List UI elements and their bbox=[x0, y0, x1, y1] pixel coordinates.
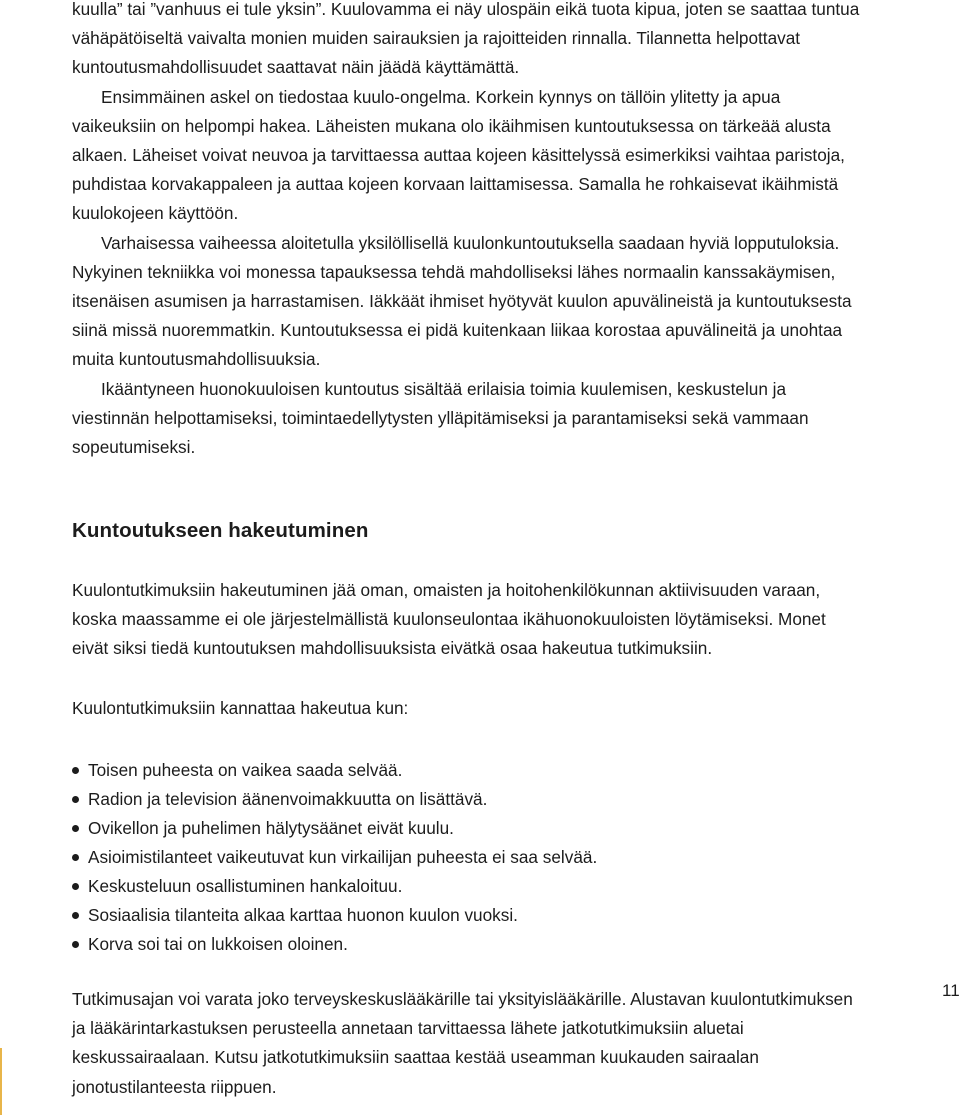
list-item-text: Toisen puheesta on vaikea saada selvää. bbox=[88, 760, 403, 780]
list-item bbox=[72, 872, 862, 901]
section-paragraph-1: Kuulontutkimuksiin hakeutuminen jää oman, omaisten ja hoitohenkilökunnan aktiivisuuden varaan, koska maassamme ei ole järjestelmällistä kuulonseulontaa ikähuonokuuloisten löytämiseksi. Monet eivät siksi tiedä kuntoutuksen mahdollisuuksista eivätkä osaa hakeutua tutkimuksiin. bbox=[72, 580, 826, 659]
intro-paragraph-4: Ikääntyneen huonokuuloisen kuntoutus sisältää erilaisia toimia kuulemisen, keskustelun ja viestinnän helpottamiseksi, toimintaedellytysten ylläpitämiseksi ja parantamiseksi sekä vammaan sopeutumiseksi. bbox=[72, 378, 809, 458]
list-item bbox=[72, 814, 862, 843]
list-item bbox=[72, 901, 862, 930]
bullet-icon bbox=[72, 941, 79, 948]
intro-paragraph-1: kuulla” tai ”vanhuus ei tule yksin”. Kuulovamma ei näy ulospäin eikä tuota kipua, joten se saattaa tuntua vähäpätöiseltä vaivalta monien muiden sairauksien ja rajoitteiden rinnalla. Tilannetta helpottavat kuntoutusmahdollisuudet saattavat näin jäädä käyttämättä. bbox=[72, 0, 860, 78]
bullet-icon bbox=[72, 825, 79, 832]
list-item-text: Radion ja television äänenvoimakkuutta on lisättävä. bbox=[88, 789, 488, 809]
list-item-text: Ovikellon ja puhelimen hälytysäänet eivät kuulu. bbox=[88, 818, 454, 838]
intro-paragraph-2: Ensimmäinen askel on tiedostaa kuulo-ongelma. Korkein kynnys on tällöin ylitetty ja apua vaikeuksiin on helpompi hakea. Läheisten mukana olo ikäihmisen kuntoutuksessa on tärkeää alusta alkaen. Läheiset voivat neuvoa ja tarvittaessa auttaa kojeen käsittelyssä esimerkiksi vaihtaa paristoja, puhdistaa korvakappaleen ja auttaa kojeen korvaan laittamisessa. Samalla he rohkaisevat ikäihmistä kuulokojeen käyttöön. bbox=[72, 86, 845, 224]
list-item bbox=[72, 785, 862, 814]
bullet-icon bbox=[72, 796, 79, 803]
list-item bbox=[72, 930, 862, 959]
margin-accent-rule bbox=[0, 1048, 2, 1115]
bullet-icon bbox=[72, 854, 79, 861]
section-heading: Kuntoutukseen hakeutuminen bbox=[72, 519, 369, 542]
list-item bbox=[72, 843, 862, 872]
list-item-text: Keskusteluun osallistuminen hankaloituu. bbox=[88, 876, 403, 896]
intro-text-block bbox=[72, 0, 862, 462]
section-paragraph-3: Tutkimusajan voi varata joko terveyskeskuslääkärille tai yksityislääkärille. Alustavan kuulontutkimuksen ja lääkärintarkastuksen perusteella annetaan tarvittaessa lähete jatkotutkimuksiin aluetai keskussairaalaan. Kutsu jatkotutkimuksiin saattaa kestää useamman kuukauden sairaalan jonotustilanteesta riippuen. bbox=[72, 989, 853, 1097]
list-item-text: Korva soi tai on lukkoisen oloinen. bbox=[88, 934, 348, 954]
bullet-icon bbox=[72, 767, 79, 774]
symptom-list bbox=[72, 756, 862, 959]
page-number: 11 bbox=[942, 981, 960, 1000]
intro-paragraph-3: Varhaisessa vaiheessa aloitetulla yksilöllisellä kuulonkuntoutuksella saadaan hyviä lopputuloksia. Nykyinen tekniikka voi monessa tapauksessa tehdä mahdolliseksi lähes normaalin kanssakäymisen, itsenäisen asumisen ja harrastamisen. Iäkkäät ihmiset hyötyvät kuulon apuvälineistä ja kuntoutuksesta siinä missä nuoremmatkin. Kuntoutuksessa ei pidä kuitenkaan liikaa korostaa apuvälineitä ja unohtaa muita kuntoutusmahdollisuuksia. bbox=[72, 232, 852, 370]
list-item-text: Asioimistilanteet vaikeutuvat kun virkailijan puheesta ei saa selvää. bbox=[88, 847, 598, 867]
bullet-icon bbox=[72, 883, 79, 890]
list-item-text: Sosiaalisia tilanteita alkaa karttaa huonon kuulon vuoksi. bbox=[88, 905, 518, 925]
bullet-icon bbox=[72, 912, 79, 919]
list-item bbox=[72, 756, 862, 785]
section-paragraph-2: Kuulontutkimuksiin kannattaa hakeutua kun: bbox=[72, 698, 409, 718]
